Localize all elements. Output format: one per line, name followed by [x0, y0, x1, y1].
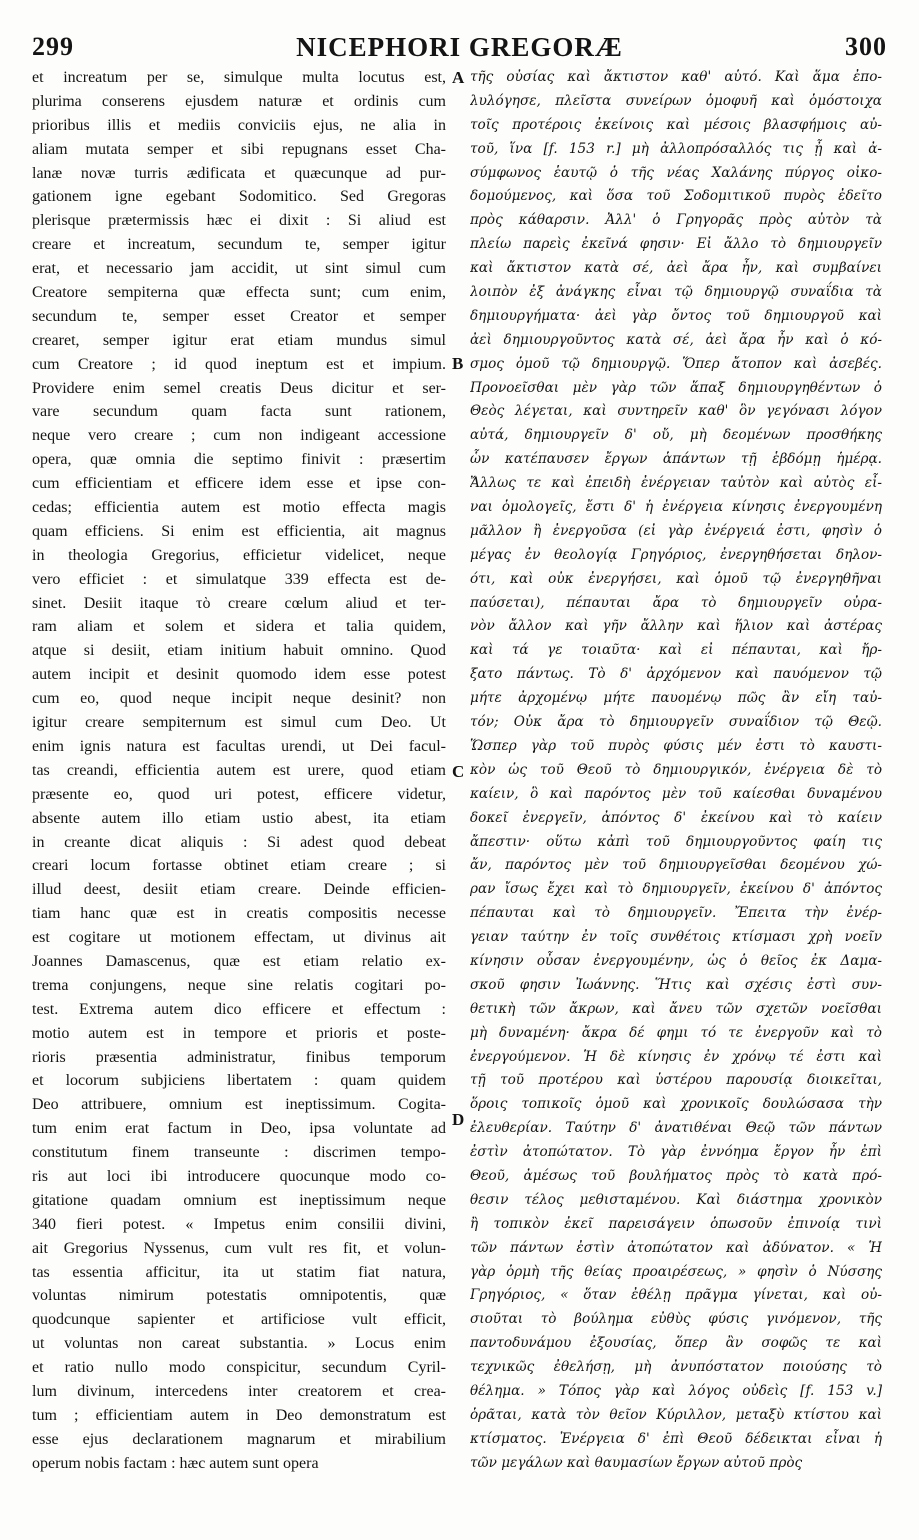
greek-text-line: κὸν ὡς τοῦ Θεοῦ τὸ δημιουργικόν, ἐνέργεια δὲ τὸ [470, 761, 882, 778]
latin-text-line: ait Gregorius Nyssenus, cum vult res fit, et volun- [32, 1239, 446, 1257]
greek-text-line: λυλόγησε, πλεῖστα συνείρων ὁμοφυῆ καὶ ὁμόστοιχα [470, 92, 882, 109]
latin-text-line: creari locum fortasse obtinet etiam creare ; si [32, 857, 446, 875]
margin-letter-a: A [452, 68, 465, 87]
greek-text-line: Θεὸς λέγεται, καὶ συντηρεῖν καθ' ὃν γεγόνασι λόγον [470, 403, 882, 420]
running-title: NICEPHORI GREGORÆ [296, 32, 623, 62]
greek-text-line: κίνησιν οὖσαν ἐνεργουμένην, ὡς ὁ θεῖος ἐκ Δαμα- [470, 952, 882, 969]
greek-text-line: μήτε ἀρχομένῳ μήτε παυομένῳ πῶς ἂν εἴη ταὐ- [470, 690, 882, 707]
latin-text-line: tum enim erat factum in Deo, ipsa voluntate ad [32, 1120, 446, 1138]
latin-text-line: ram aliam et solem et sidera et talia quidem, [32, 618, 446, 636]
greek-text-line: μέγας ἐν θεολογίᾳ Γρηγόριος, ἐνεργηθήσεται δηλον- [470, 546, 882, 563]
latin-text-line: crearet, semper igitur erat etiam mundus simul [32, 331, 446, 349]
latin-text-line: 340 fieri potest. « Impetus enim consilii divini, [32, 1215, 446, 1233]
greek-text-line: ἄπεστιν· οὕτω κἀπὶ τοῦ δημιουργοῦντος φαίη τις [470, 833, 882, 850]
latin-text-line: test. Extrema autem dico efficere et effectum : [32, 1000, 446, 1018]
greek-text-line: πλείω παρεὶς ἐκεῖνά φησιν· Εἰ ἄλλο τὸ δημιουργεῖν [470, 236, 882, 253]
latin-text-line: opera, quæ omnia die septimo finivit : præsertim [32, 451, 446, 469]
greek-text-line: ὁρᾶται, κατὰ τὸν θεῖον Κύριλλον, μεταξὺ κτίστου καὶ [470, 1406, 882, 1423]
greek-text-line: τῶν πάντων ἐστὶν ἀτοπώτατον καὶ ἀδύνατον. « Ἡ [470, 1239, 882, 1256]
greek-column [470, 66, 882, 1476]
latin-text-line: gationem igne egebant Sodomitico. Sed Gregoras [32, 188, 446, 206]
latin-text-line: absente autem illo etiam ustio abest, ita etiam [32, 809, 446, 827]
greek-text-line: ξατο πάντως. Τὸ δ' ἀρχόμενον καὶ παυόμενον τῷ [470, 666, 882, 683]
latin-text-line: operum nobis factam : hæc autem sunt opera [32, 1454, 319, 1472]
latin-text-line: secundum te, semper esset Creator et semper [32, 307, 446, 325]
latin-text-line: trema conjungens, neque sine relatis cogitari po- [32, 976, 446, 994]
greek-text-line: Ὥσπερ γὰρ τοῦ πυρὸς φύσις μέν ἐστι τὸ καυστι- [470, 737, 882, 754]
greek-text-line: ὧν κατέπαυσεν ἔργων ἁπάντων τῇ ἑβδόμῃ ἡμέρᾳ. [470, 451, 882, 468]
greek-text-line: τεχνικῶς ἐθελήσῃ, μὴ ἀνυπόστατον ποιούσης τὸ [470, 1359, 882, 1376]
latin-text-line: motio autem est in tempore et prioris et poste- [32, 1024, 446, 1042]
greek-text-line: λοιπὸν ἐξ ἀνάγκης εἶναι τῷ δημιουργῷ συναΐδια τὰ [470, 284, 882, 301]
greek-text-line: ἐστὶν ἀτοπώτατον. Τὸ γὰρ ἐννόημα ἔργον ἦν ἐπὶ [470, 1144, 882, 1161]
latin-text-line: ut voluntas non careat substantia. » Locus enim [32, 1335, 446, 1353]
greek-text-line: αὐτά, δημιουργεῖν δ' οὔ, μὴ δεομένων προσθήκης [470, 427, 882, 444]
greek-text-line: ἀεὶ δημιουργοῦντος κατὰ σέ, ἀεὶ ἄρα ἦν καὶ ὁ κό- [470, 331, 882, 348]
greek-text-line: τῶν μεγάλων καὶ θαυμασίων ἔργων αὐτοῦ πρὸς [470, 1454, 803, 1471]
latin-text-line: Providere enim semel creatis Deus dicitur et ser- [32, 379, 446, 397]
latin-text-line: lum divinum, intercedens inter creatorem et crea- [32, 1382, 446, 1400]
latin-text-line: vare secundum quam facta sunt rationem, [32, 403, 446, 421]
latin-text-line: cum efficientiam et efficere idem esse et ipse con- [32, 475, 446, 493]
latin-text-line: plerisque prætermissis hæc ei dixit : Si aliud est [32, 212, 446, 230]
greek-text-line: Προνοεῖσθαι μὲν γὰρ τῶν ἅπαξ δημιουργηθέντων ὁ [470, 379, 882, 396]
greek-text-line: τῆς οὐσίας καὶ ἄκτιστον καθ' αὑτό. Καὶ ἅμα ἐπο- [470, 69, 882, 85]
greek-text-line: σκοῦ φησιν Ἰωάννης. Ἥτις καὶ σχέσις ἐστὶ συν- [470, 976, 882, 993]
latin-text-line: atque si desiit, etiam initium habuit omnino. Quod [32, 642, 446, 660]
latin-text-line: gitatione quadam omnium est ineptissimum neque [32, 1191, 446, 1209]
greek-text-line: Θεοῦ, ἀμέσως τοῦ βουλήματος πρὸς τὸ κατὰ πρό- [470, 1167, 882, 1184]
page-header [0, 28, 919, 68]
greek-text-line: ἐνεργούμενον. Ἡ δὲ κίνησις ἐν χρόνῳ τέ ἐστι καὶ [470, 1048, 882, 1065]
greek-text-line: δημιουργήματα· ἀεὶ γὰρ ὄντος τοῦ δημιουργοῦ καὶ [470, 307, 882, 324]
latin-text-line: tum ; efficientiam autem in Deo demonstratum est [32, 1406, 446, 1424]
greek-text-line: δοκεῖ ἐνεργεῖν, ἀπόντος δ' ἐκείνου καὶ τὸ καίειν [470, 809, 882, 826]
latin-text-line: Creatore sempiterna quæ effecta sunt; cum enim, [32, 284, 446, 302]
greek-text-line: παύσεται), πέπαυται ἄρα τὸ δημιουργεῖν οὐρα- [470, 594, 882, 611]
greek-text-line: παντοδυνάμου ἐξουσίας, ὅπερ ἂν σοφῶς τε καὶ [470, 1335, 882, 1352]
greek-text-line: νὸν ἄλλον καὶ γῆν ἄλλην καὶ ἥλιον καὶ ἀστέρας [470, 618, 882, 635]
greek-text-line: πρὸς κάθαρσιν. Ἀλλ' ὁ Γρηγορᾶς πρὸς αὐτὸν τὰ [470, 212, 882, 229]
latin-column [32, 66, 446, 1476]
greek-text-line: θέλημα. » Τόπος γὰρ καὶ λόγος οὐδεὶς [f. 153 v.] [470, 1382, 882, 1399]
greek-text-line: γὰρ ὁρμὴ τῆς θείας προαιρέσεως, » φησὶν ὁ Νύσσης [470, 1263, 882, 1280]
latin-text-line: erat, et necessario jam accidit, ut sint simul cum [32, 260, 446, 278]
latin-text-line: cedas; efficientia autem est motio effecta magis [32, 499, 446, 517]
latin-text-line: cum eo, quod neque incipit neque desinit? non [32, 690, 446, 708]
left-page-number: 299 [32, 32, 74, 61]
latin-text-line: cum Creatore ; id quod ineptum est et impium. [32, 355, 446, 373]
greek-text-line: ἐλευθερίαν. Ταύτην δ' ἀνατιθέναι Θεῷ τῶν πάντων [470, 1120, 882, 1137]
latin-text-line: prioribus illis et mediis conviciis ejus, ne alia in [32, 116, 446, 134]
greek-text-line: ότι, καὶ οὐκ ἐνεργήσει, καὶ ὁμοῦ τῷ ἐνεργηθῆναι [470, 570, 882, 587]
greek-text-line: γειαν ταύτην ἐν τοῖς συνθέτοις κτίσμασι χρὴ νοεῖν [470, 929, 882, 946]
margin-letter-d: D [452, 1110, 465, 1129]
greek-text-line: καὶ ἄκτιστον κατὰ σέ, ἀεὶ ἄρα ἦν, καὶ συμβαίνει [470, 260, 882, 277]
latin-text-line: tas creandi, efficientia autem est urere, quod etiam [32, 761, 446, 779]
greek-text-line: ὅροις τοπικοῖς ὁμοῦ καὶ χρονικοῖς δουλώσασα τὴν [470, 1096, 882, 1113]
greek-text-line: τῇ τοῦ προτέρου καὶ ὑστέρου παρουσίᾳ διοικεῖται, [470, 1072, 882, 1089]
latin-text-line: igitur creare sempiternum est simul cum Deo. Ut [32, 714, 446, 732]
greek-text-line: ἢ τοπικὸν ἐκεῖ παρεισάγειν ὁπωσοῦν ἐπινοίᾳ τινὶ [470, 1215, 882, 1232]
greek-text-line: κτίσματος. Ἐνέργεια δ' ἐπὶ Θεοῦ δέδεικται εἶναι ἡ [470, 1430, 882, 1447]
greek-text-line: δομούμενος, καὶ ὅσα τοῦ Σοδομιτικοῦ πυρὸς ἐδεῖτο [470, 188, 882, 205]
latin-text-line: tiam hanc quæ est in creatis compositis necesse [32, 905, 446, 923]
latin-text-line: enim ignis natura est facultas urendi, ut Dei facul- [32, 737, 446, 755]
greek-text-line: Ἄλλως τε καὶ ἐπειδὴ ἐνέργειαν ταὐτὸν καὶ αὐτὸς εἶ- [470, 475, 882, 492]
latin-text-line: quam efficiens. Si enim est efficientia, ait magnus [32, 522, 446, 540]
latin-text-line: plurima conserens ejusdem naturæ et ordinis cum [32, 92, 446, 110]
latin-text-line: et locorum subjiciens libertatem : quam quidem [32, 1072, 446, 1090]
greek-text-line: καὶ τά γε τοιαῦτα· καὶ εἰ πέπαυται, καὶ ἤρ- [470, 642, 882, 659]
greek-text-line: μᾶλλον ἢ ἐνεργοῦσα (εἰ γὰρ ἐνέργειά ἐστι, φησὶν ὁ [470, 522, 882, 539]
greek-text-line: πέπαυται καὶ τὸ δημιουργεῖν. Ἔπειτα τὴν ἐνέρ- [470, 905, 882, 922]
greek-text-line: τοῖς προτέροις ἐκείνοις καὶ μέσοις βλασφήμοις αὐ- [470, 116, 882, 133]
latin-text-line: lanæ novæ turris ædificata et quæcunque ad pur- [32, 164, 446, 182]
latin-text-line: Deo attribuere, omnium est ineptissimum. Cogita- [32, 1096, 446, 1114]
greek-text-line: σύμφωνος ἑαυτῷ ὁ τῆς νέας Χαλάνης πύργος οἰκο- [470, 164, 882, 181]
greek-text-line: ναι ὁμολογεῖς, ἔστι δ' ἡ ἐνέργεια κίνησις ἐνεργουμένη [470, 499, 882, 516]
right-page-number: 300 [845, 32, 887, 61]
greek-text-line: Γρηγόριος, « ὅταν ἐθέλῃ πρᾶγμα γίνεται, καὶ οὐ- [470, 1287, 882, 1304]
latin-text-line: et increatum per se, simulque multa locutus est, [32, 69, 446, 86]
greek-text-line: μὴ δυναμένη· ἄκρα δέ φημι τό τε ἐνεργοῦν καὶ τὸ [470, 1024, 882, 1041]
latin-text-line: est cogitare ut motionem effectam, ut divinus ait [32, 929, 446, 947]
greek-text-line: σμος ὁμοῦ τῷ δημιουργῷ. Ὅπερ ἄτοπον καὶ ἀσεβές. [470, 355, 882, 372]
greek-text-line: καίειν, ὃ καὶ παρόντος μὲν τοῦ καίεσθαι δυναμένου [470, 785, 882, 802]
greek-text-line: θεσιν τέλος μεθισταμένου. Καὶ διάστημα χρονικὸν [470, 1191, 882, 1208]
latin-text-line: constitutum finem transeunte : discrimen tempo- [32, 1144, 446, 1162]
latin-text-line: voluntas nimirum potestatis omnipotentis, quæ [32, 1287, 446, 1305]
greek-text-line: θετικὴ τῶν ἄκρων, καὶ ἄνευ τῶν σχετῶν νοεῖσθαι [470, 1000, 882, 1017]
latin-text-line: præsente eo, quod uri potest, efficere videtur, [32, 785, 446, 803]
latin-text-line: rioris præsentia administratur, finibus temporum [32, 1048, 446, 1066]
latin-text-line: ris aut loci ibi introducere quocunque modo co- [32, 1167, 446, 1185]
latin-text-line: quodcunque sapienter et artificiose vult efficit, [32, 1311, 446, 1329]
latin-text-line: et ratio nullo modo conspicitur, secundum Cyril- [32, 1359, 446, 1377]
latin-text-line: creare et increatum, secundum te, semper igitur [32, 236, 446, 254]
latin-text-line: in theologia Gregorius, efficietur videlicet, neque [32, 546, 446, 564]
latin-text-line: Joannes Damascenus, quæ est etiam relatio ex- [32, 952, 446, 970]
latin-text-line: vero efficiet : et simulatque 339 effecta est de- [32, 570, 446, 588]
latin-text-line: illud deest, desiit etiam creare. Deinde efficien- [32, 881, 446, 899]
latin-text-line: autem incipit et desinit quomodo idem esse potest [32, 666, 446, 684]
greek-text-line: τοῦ, ἵνα [f. 153 r.] μὴ ἀλλοπρόσαλλός τις ᾖ καὶ ἀ- [470, 140, 882, 157]
greek-text-line: σιοῦται τὸ βούλημα εὐθὺς φύσις γινόμενον, τῆς [470, 1311, 882, 1328]
margin-letter-b: B [452, 354, 464, 373]
margin-letter-c: C [452, 762, 465, 781]
greek-text-line: τόν; Οὐκ ἄρα τὸ δημιουργεῖν συναΐδιον τῷ Θεῷ. [470, 714, 882, 731]
latin-text-line: tas essentia afficitur, ita ut statim fiat natura, [32, 1263, 446, 1281]
latin-text-line: esse ejus declarationem magnarum et mirabilium [32, 1430, 446, 1448]
latin-text-line: sinet. Desiit itaque τὸ creare cœlum aliud et ter- [32, 594, 446, 612]
greek-text-line: ραν ἴσως ἔχει καὶ τὸ δημιουργεῖν, ἐκείνου δ' ἀπόντος [470, 881, 882, 898]
latin-text-line: neque vero creare ; cum non indigeant accessione [32, 427, 446, 445]
greek-text-line: ἄν, παρόντος μὲν τοῦ δημιουργεῖσθαι δεομένου χώ- [470, 857, 882, 874]
latin-text-line: in creante dicat aliquis : Si adest quod debeat [32, 833, 446, 851]
latin-text-line: aliam mutata semper et sibi repugnans esset Cha- [32, 140, 446, 158]
